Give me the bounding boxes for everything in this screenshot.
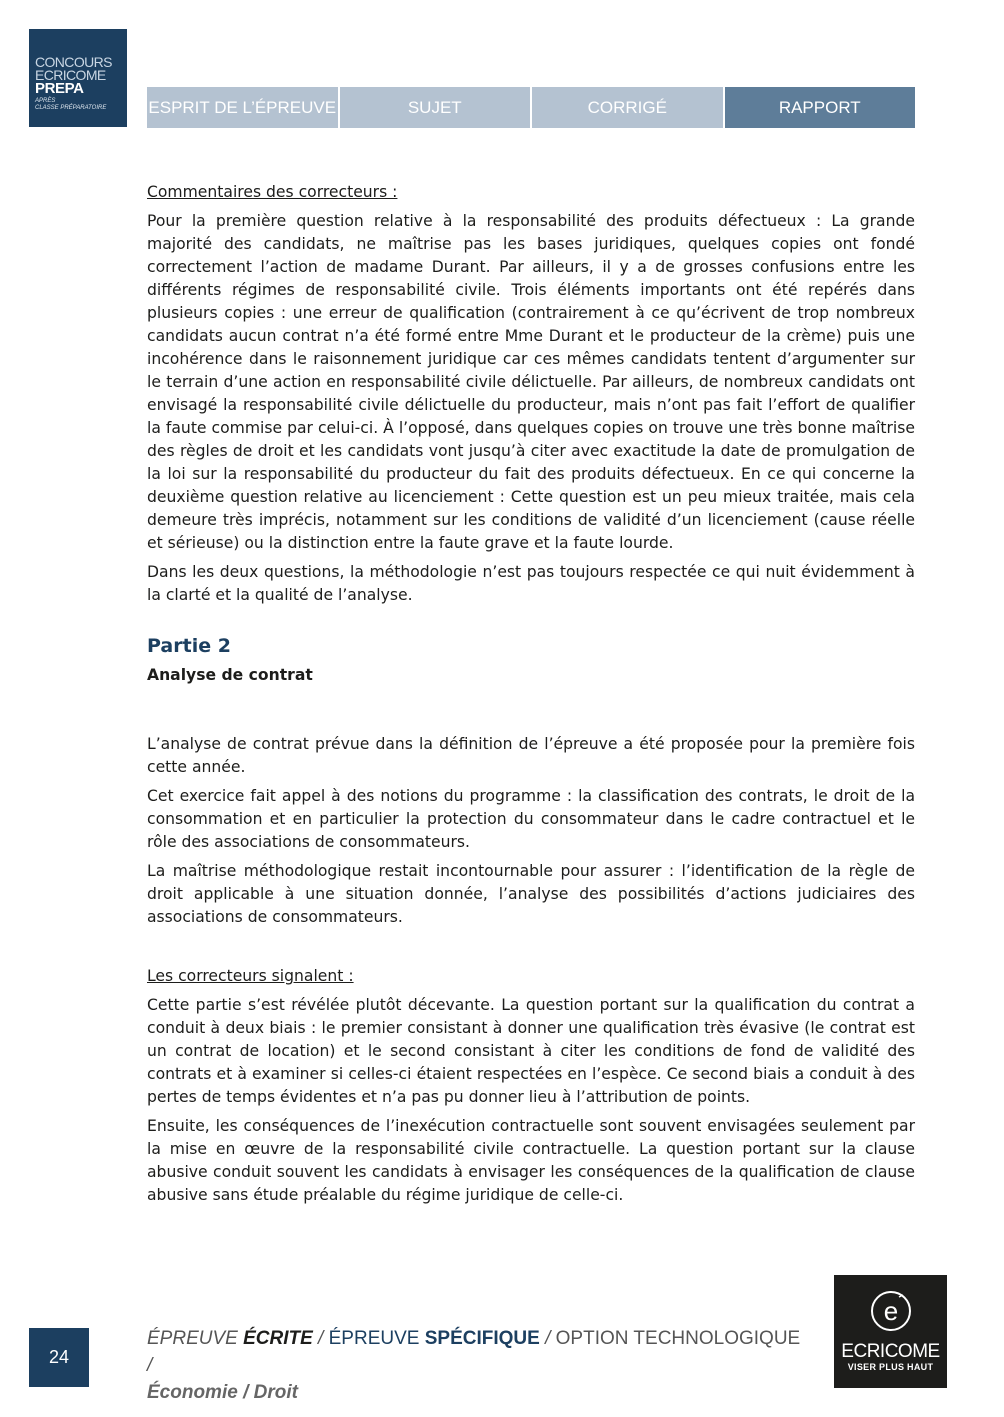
spacer [147, 935, 915, 965]
footer-separator: / [539, 1328, 556, 1349]
page-number: 24 [29, 1328, 89, 1387]
comments-heading: Commentaires des correcteurs : [147, 183, 398, 201]
tab-corrige[interactable]: CORRIGÉ [532, 87, 723, 128]
logo-line-ecricome: ECRICOME [35, 67, 106, 83]
tab-sujet[interactable]: SUJET [340, 87, 531, 128]
concours-logo [29, 29, 127, 127]
footer-exam-info [147, 1325, 807, 1406]
footer-specifique: SPÉCIFIQUE [424, 1328, 540, 1349]
partie-2-paragraph-1: L’analyse de contrat prévue dans la définition de l’épreuve a été proposée pour la première fois cette année. [147, 735, 915, 776]
partie-2-paragraph-2: Cet exercice fait appel à des notions du programme : la classification des contrats, le droit de la consommation et en particulier la protection du consommateur dans le cadre contractuel et le rôle des associations de consommateurs. [147, 787, 915, 851]
footer-line-1 [147, 1325, 807, 1379]
comments-paragraph-2: Dans les deux questions, la méthodologie n’est pas toujours respectée ce qui nuit évidemment à la clarté et la qualité de l’analyse. [147, 563, 915, 604]
partie-2-paragraph-3: La maîtrise méthodologique restait incontournable pour assurer : l’identification de la règle de droit applicable à une situation donnée, l’analyse des possibilités d’actions judiciaires des associations de consommateurs. [147, 862, 915, 926]
footer-epreuve-2: ÉPREUVE [328, 1328, 425, 1349]
ecricome-brand-logo [834, 1275, 947, 1388]
svg-text:e: e [883, 1296, 898, 1326]
brand-tagline: VISER PLUS HAUT [847, 1362, 934, 1372]
partie-2-subtitle: Analyse de contrat [147, 666, 313, 684]
correcteurs-heading: Les correcteurs signalent : [147, 967, 354, 985]
correcteurs-paragraph-2: Ensuite, les conséquences de l’inexécution contractuelle sont souvent envisagées seulement par la mise en œuvre de la responsabilité civile contractuelle. La question portant sur la clause abusive conduit souvent les candidats à envisager les conséquences de la qualification de clause abusive sans étude préalable du régime juridique de celle-ci. [147, 1117, 915, 1204]
footer-separator: / [312, 1328, 329, 1349]
logo-line-prepa: PREPA [35, 80, 84, 97]
footer-subject: Économie / Droit [147, 1382, 298, 1403]
tab-esprit[interactable]: ESPRIT DE L’ÉPREUVE [147, 87, 338, 128]
tab-rapport[interactable]: RAPPORT [725, 87, 916, 128]
footer-epreuve: ÉPREUVE [147, 1328, 244, 1349]
footer-separator: / [147, 1355, 153, 1376]
report-content [147, 181, 915, 1213]
logo-line-classe: CLASSE PRÉPARATOIRE [35, 105, 107, 111]
section-tabs [147, 87, 915, 128]
footer-option: OPTION TECHNOLOGIQUE [555, 1328, 801, 1349]
logo-line-apres: APRÈS [35, 98, 56, 104]
logo-line-concours: CONCOURS [35, 54, 112, 70]
correcteurs-paragraph-1: Cette partie s’est révélée plutôt décevante. La question portant sur la qualification du contrat a conduit à deux biais : le premier consistant à donner une qualification très évasive (le contrat est un contrat de location) et le second consistant à citer les conditions de fond de validité des contrats et à examiner si celles-ci étaient respectées en l’espèce. Ce second biais a conduit à des pertes de temps évidentes et n’a pas pu donner lieu à l’attribution de points. [147, 996, 915, 1106]
partie-2-title: Partie 2 [147, 635, 231, 657]
brand-name: ECRICOME [841, 1341, 940, 1362]
footer-ecrite: ÉCRITE [243, 1328, 313, 1349]
comments-paragraph-1: Pour la première question relative à la responsabilité des produits défectueux : La grande majorité des candidats, ne maîtrise pas les bases juridiques, quelques copies ont fondé correctement l’action de madame Durant. Par ailleurs, il y a de grosses confusions entre les différents régimes de responsabilité civile. Trois éléments importants ont été repérés dans plusieurs copies : une erreur de qualification (contrairement à ce qu’écrivent de trop nombreux candidats aucun contrat n’a été formé entre Mme Durant et le producteur de la crème) puis une incohérence dans le raisonnement juridique car ces mêmes candidats tentent d’argumenter sur le terrain d’une action en responsabilité civile délictuelle. Par ailleurs, de nombreux candidats ont envisagé la responsabilité civile délictuelle du producteur, mais n’ont pas fait l’effort de qualifier la faute commise par celui-ci. À l’opposé, dans quelques copies on trouve une très bonne maîtrise des règles de droit et les candidats vont jusqu’à citer avec exactitude la date de promulgation de la loi sur la responsabilité du producteur du fait des produits défectueux. En ce qui concerne la deuxième question relative au licenciement : Cette question est un peu mieux traitée, mais cela demeure très imprécis, notamment sur les conditions de validité d’un licenciement (cause réelle et sérieuse) ou la distinction entre la faute grave et la faute lourde. [147, 212, 915, 552]
ecricome-e-icon [834, 1289, 947, 1338]
